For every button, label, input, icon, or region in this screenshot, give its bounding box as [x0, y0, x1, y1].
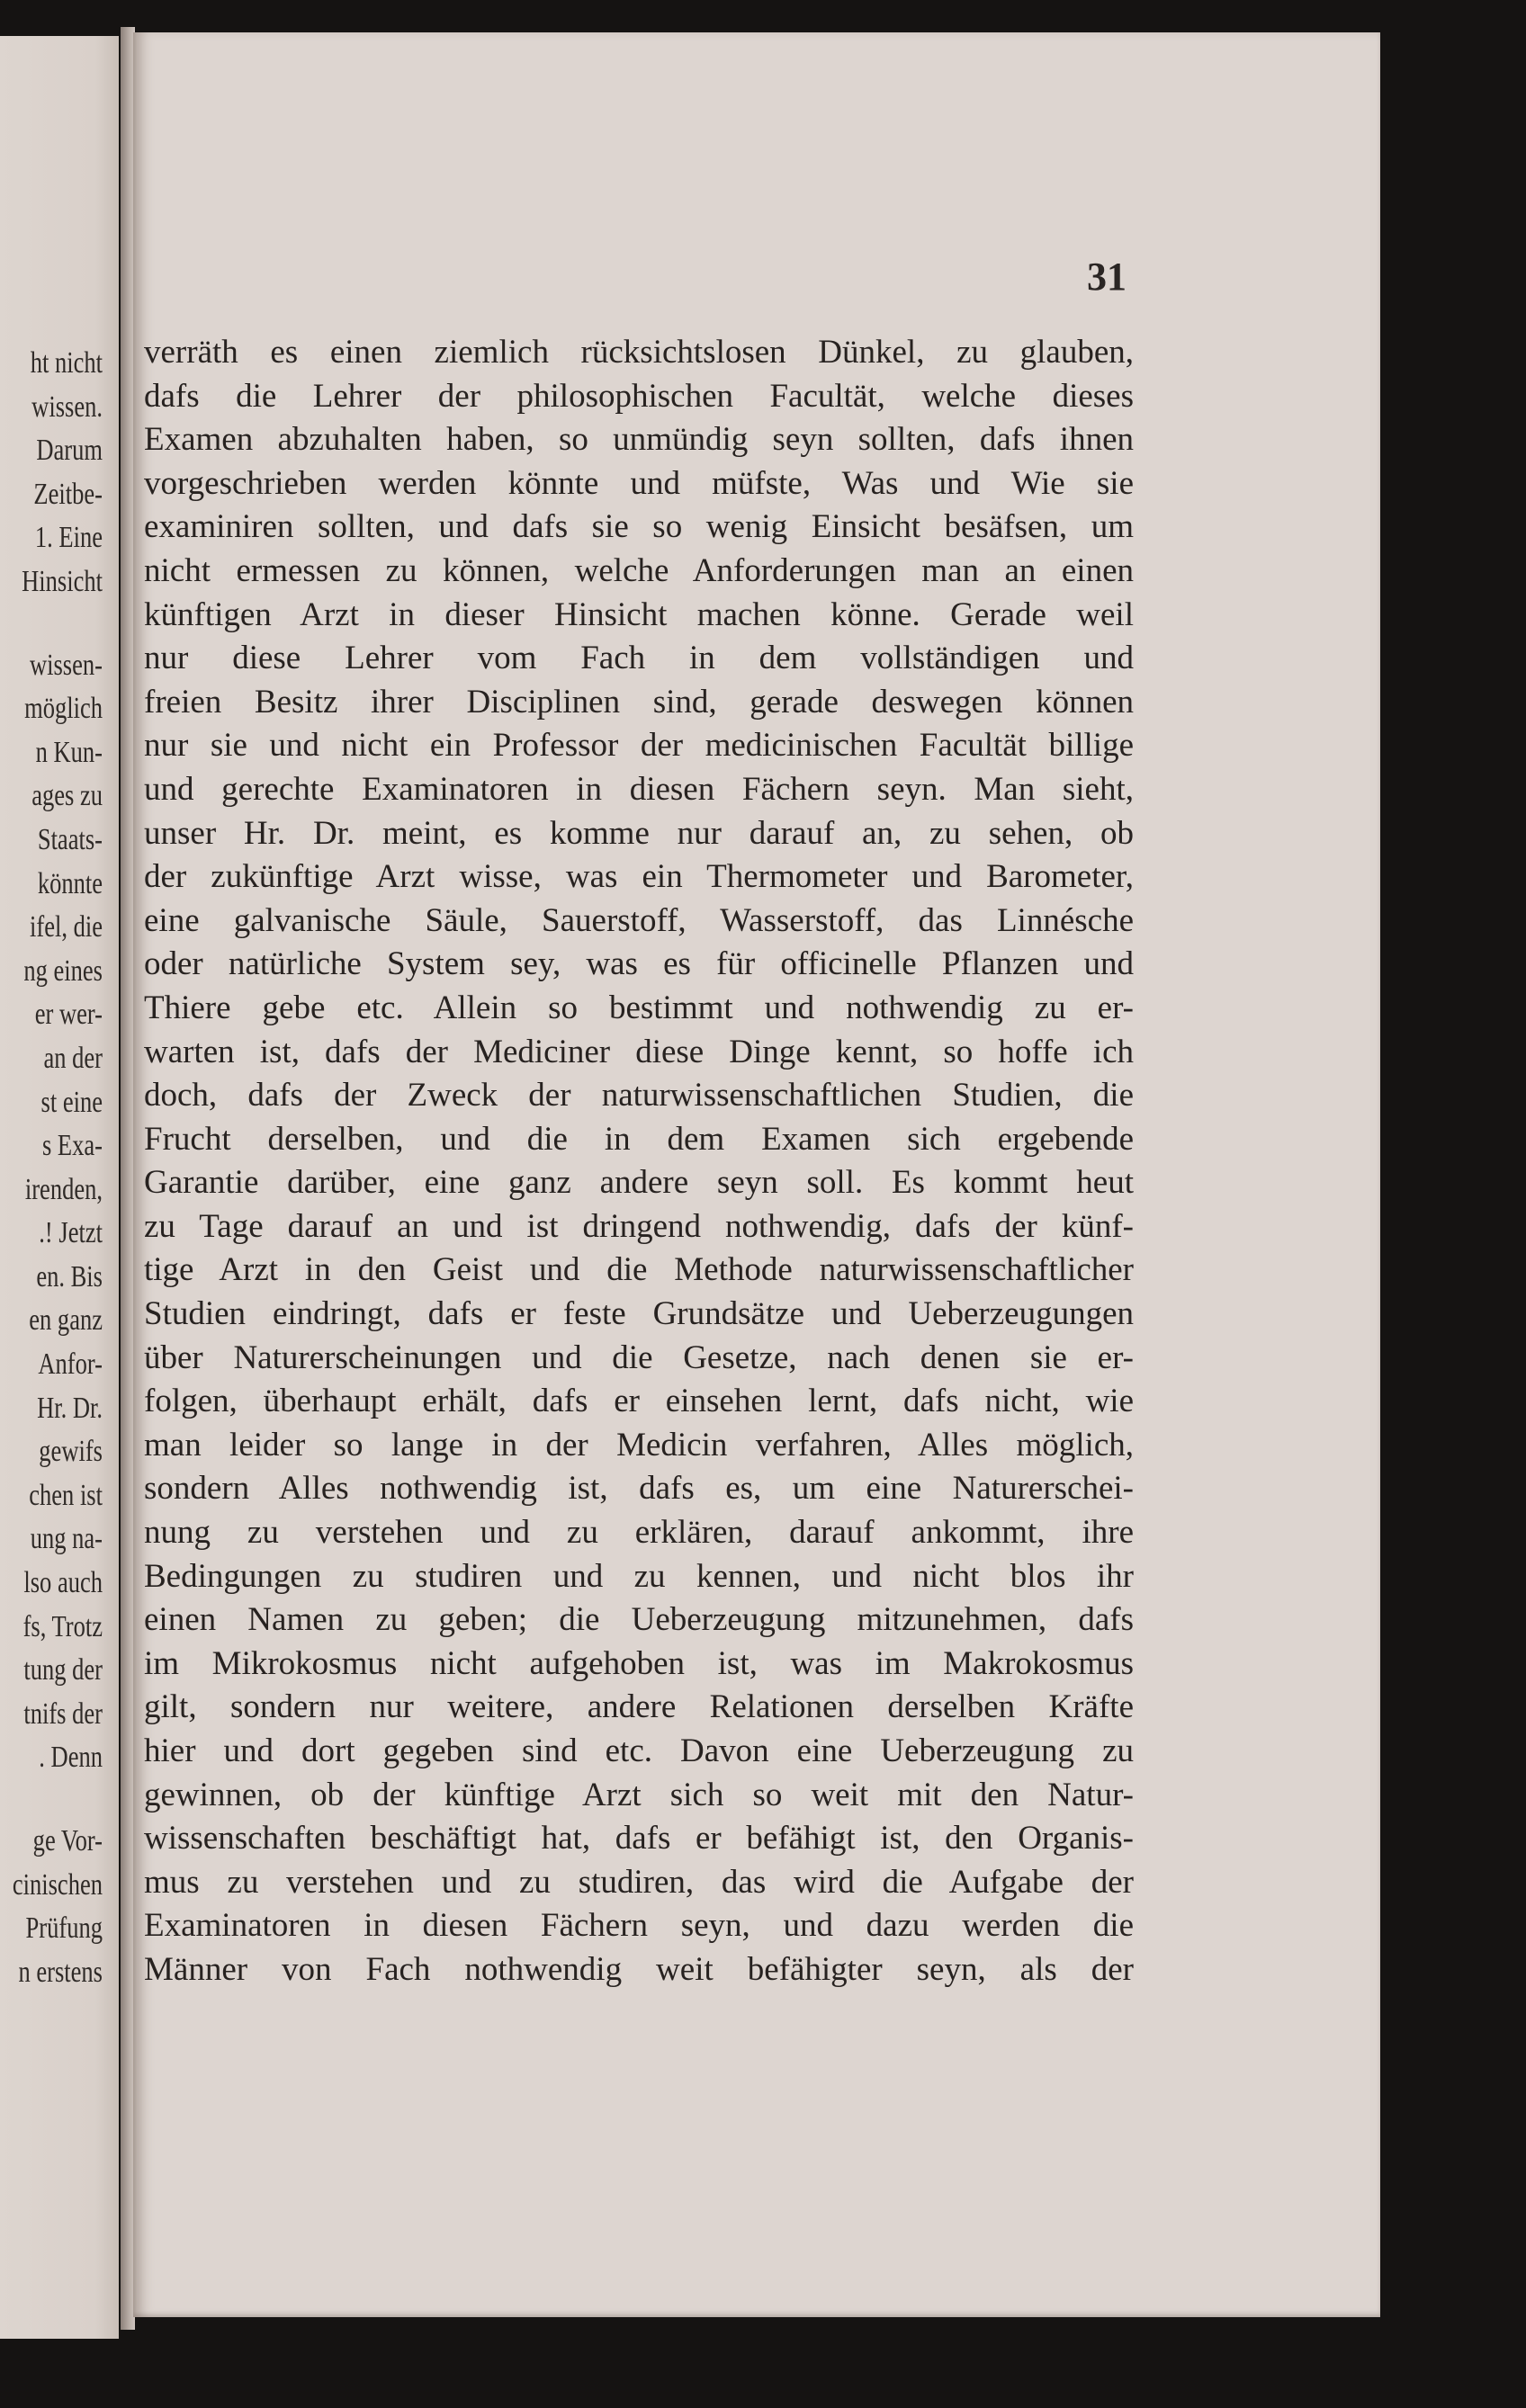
text-line: Thiere gebe etc. Allein so bestimmt und nothwendig zu er-	[144, 989, 1134, 1026]
text-line: folgen, überhaupt erhält, dafs er einsehen lernt, dafs nicht, wie	[144, 1383, 1134, 1420]
previous-page-line: n erstens	[18, 1955, 103, 1989]
previous-page-edge	[0, 36, 119, 2339]
text-line: über Naturerscheinungen und die Gesetze, nach denen sie er-	[144, 1338, 1134, 1376]
previous-page-line: Darum	[36, 434, 103, 468]
text-line: nur sie und nicht ein Professor der medicinischen Facultät billige	[144, 727, 1134, 765]
text-line: Männer von Fach nothwendig weit befähigter seyn, als der	[144, 1950, 1134, 1988]
text-line: wissenschaften beschäftigt hat, dafs er befähigt ist, den Organis-	[144, 1820, 1134, 1857]
text-line: Frucht derselben, und die in dem Examen sich ergebende	[144, 1120, 1134, 1158]
previous-page-line: fs, Trotz	[22, 1609, 103, 1643]
text-line: freien Besitz ihrer Disciplinen sind, gerade deswegen können	[144, 683, 1134, 721]
page-number: 31	[1087, 255, 1127, 299]
previous-page-line: en ganz	[29, 1303, 103, 1338]
text-line: Studien eindringt, dafs er feste Grundsätze und Ueberzeugungen	[144, 1295, 1134, 1333]
text-line: warten ist, dafs der Mediciner diese Dinge kennt, so hoffe ich	[144, 1033, 1134, 1070]
previous-page-line: Hr. Dr.	[37, 1391, 103, 1425]
previous-page-line: Prüfung	[25, 1911, 103, 1946]
text-line: zu Tage darauf an und ist dringend nothwendig, dafs der künf-	[144, 1207, 1134, 1245]
text-line: verräth es einen ziemlich rücksichtslosen Dünkel, zu glauben,	[144, 334, 1134, 371]
previous-page-line: . Denn	[39, 1741, 103, 1775]
previous-page-line: Anfor-	[38, 1347, 103, 1382]
previous-page-line: st eine	[40, 1085, 103, 1119]
text-line: hier und dort gegeben sind etc. Davon eine Ueberzeugung zu	[144, 1732, 1134, 1769]
text-line: doch, dafs der Zweck der naturwissenschaftlichen Studien, die	[144, 1077, 1134, 1114]
text-line: eine galvanische Säule, Sauerstoff, Wasserstoff, das Linnésche	[144, 901, 1134, 939]
text-line: der zukünftige Arzt wisse, was ein Thermometer und Barometer,	[144, 858, 1134, 896]
previous-page-line: ht nicht	[30, 346, 103, 380]
text-line: mus zu verstehen und zu studiren, das wird die Aufgabe der	[144, 1863, 1134, 1901]
previous-page-line: könnte	[37, 866, 103, 900]
page-body-text	[144, 331, 1134, 1992]
previous-page-line: irenden,	[24, 1172, 103, 1206]
text-line: oder natürliche System sey, was es für officinelle Pflanzen und	[144, 945, 1134, 983]
previous-page-line: wissen.	[31, 389, 103, 424]
previous-page-line: .! Jetzt	[39, 1216, 103, 1250]
text-line: Garantie darüber, eine ganz andere seyn soll. Es kommt heut	[144, 1164, 1134, 1202]
previous-page-line: 1. Eine	[34, 521, 103, 555]
previous-page-line: gewifs	[39, 1435, 103, 1469]
previous-page-line: ifel, die	[30, 910, 103, 944]
text-line: sondern Alles nothwendig ist, dafs es, um eine Naturerschei-	[144, 1470, 1134, 1508]
previous-page-line: tung der	[23, 1653, 103, 1687]
previous-page-text	[12, 342, 103, 1994]
previous-page-line: s Exa-	[41, 1129, 103, 1163]
text-line: tige Arzt in den Geist und die Methode naturwissenschaftlicher	[144, 1251, 1134, 1289]
text-line: und gerechte Examinatoren in diesen Fächern seyn. Man sieht,	[144, 770, 1134, 808]
previous-page-line: wissen-	[29, 648, 103, 682]
text-line: einen Namen zu geben; die Ueberzeugung mitzunehmen, dafs	[144, 1601, 1134, 1639]
previous-page-line: ge Vor-	[32, 1824, 103, 1857]
text-line: vorgeschrieben werden könnte und müfste, Was und Wie sie	[144, 464, 1134, 502]
text-line: gilt, sondern nur weitere, andere Relationen derselben Kräfte	[144, 1688, 1134, 1726]
previous-page-line	[12, 604, 103, 644]
text-line: nicht ermessen zu können, welche Anforderungen man an einen	[144, 551, 1134, 589]
previous-page-line: er wer-	[34, 998, 103, 1032]
previous-page-line: ages zu	[31, 779, 103, 813]
previous-page-line: ng eines	[23, 953, 103, 988]
previous-page-line: Staats-	[37, 822, 103, 856]
previous-page-line: Zeitbe-	[33, 477, 103, 511]
previous-page-line	[12, 1780, 103, 1820]
text-line: Examinatoren in diesen Fächern seyn, und dazu werden die	[144, 1907, 1134, 1945]
previous-page-line: tnifs der	[23, 1696, 103, 1731]
previous-page-line: chen ist	[29, 1478, 103, 1512]
text-line: künftigen Arzt in dieser Hinsicht machen könne. Gerade weil	[144, 595, 1134, 633]
text-line: Bedingungen zu studiren und zu kennen, und nicht blos ihr	[144, 1557, 1134, 1595]
previous-page-line: cinischen	[12, 1867, 103, 1902]
text-line: dafs die Lehrer der philosophischen Facultät, welche dieses	[144, 377, 1134, 415]
text-line: nur diese Lehrer vom Fach in dem vollständigen und	[144, 640, 1134, 677]
text-line: man leider so lange in der Medicin verfahren, Alles möglich,	[144, 1426, 1134, 1464]
text-line: gewinnen, ob der künftige Arzt sich so weit mit den Natur-	[144, 1776, 1134, 1813]
text-line: im Mikrokosmus nicht aufgehoben ist, was im Makrokosmus	[144, 1644, 1134, 1682]
text-line: examiniren sollten, und dafs sie so wenig Einsicht besäfsen, um	[144, 508, 1134, 546]
previous-page-line: möglich	[24, 692, 103, 726]
previous-page-line: lso auch	[23, 1566, 103, 1600]
previous-page-line: ung na-	[30, 1522, 103, 1556]
text-line: unser Hr. Dr. meint, es komme nur darauf an, zu sehen, ob	[144, 814, 1134, 852]
text-line: Examen abzuhalten haben, so unmündig seyn sollten, dafs ihnen	[144, 421, 1134, 459]
previous-page-line: an der	[43, 1041, 103, 1075]
previous-page-line: en. Bis	[36, 1259, 103, 1294]
previous-page-line: n Kun-	[35, 735, 103, 769]
text-line: nung zu verstehen und zu erklären, darauf ankommt, ihre	[144, 1514, 1134, 1552]
previous-page-line: Hinsicht	[22, 564, 103, 598]
